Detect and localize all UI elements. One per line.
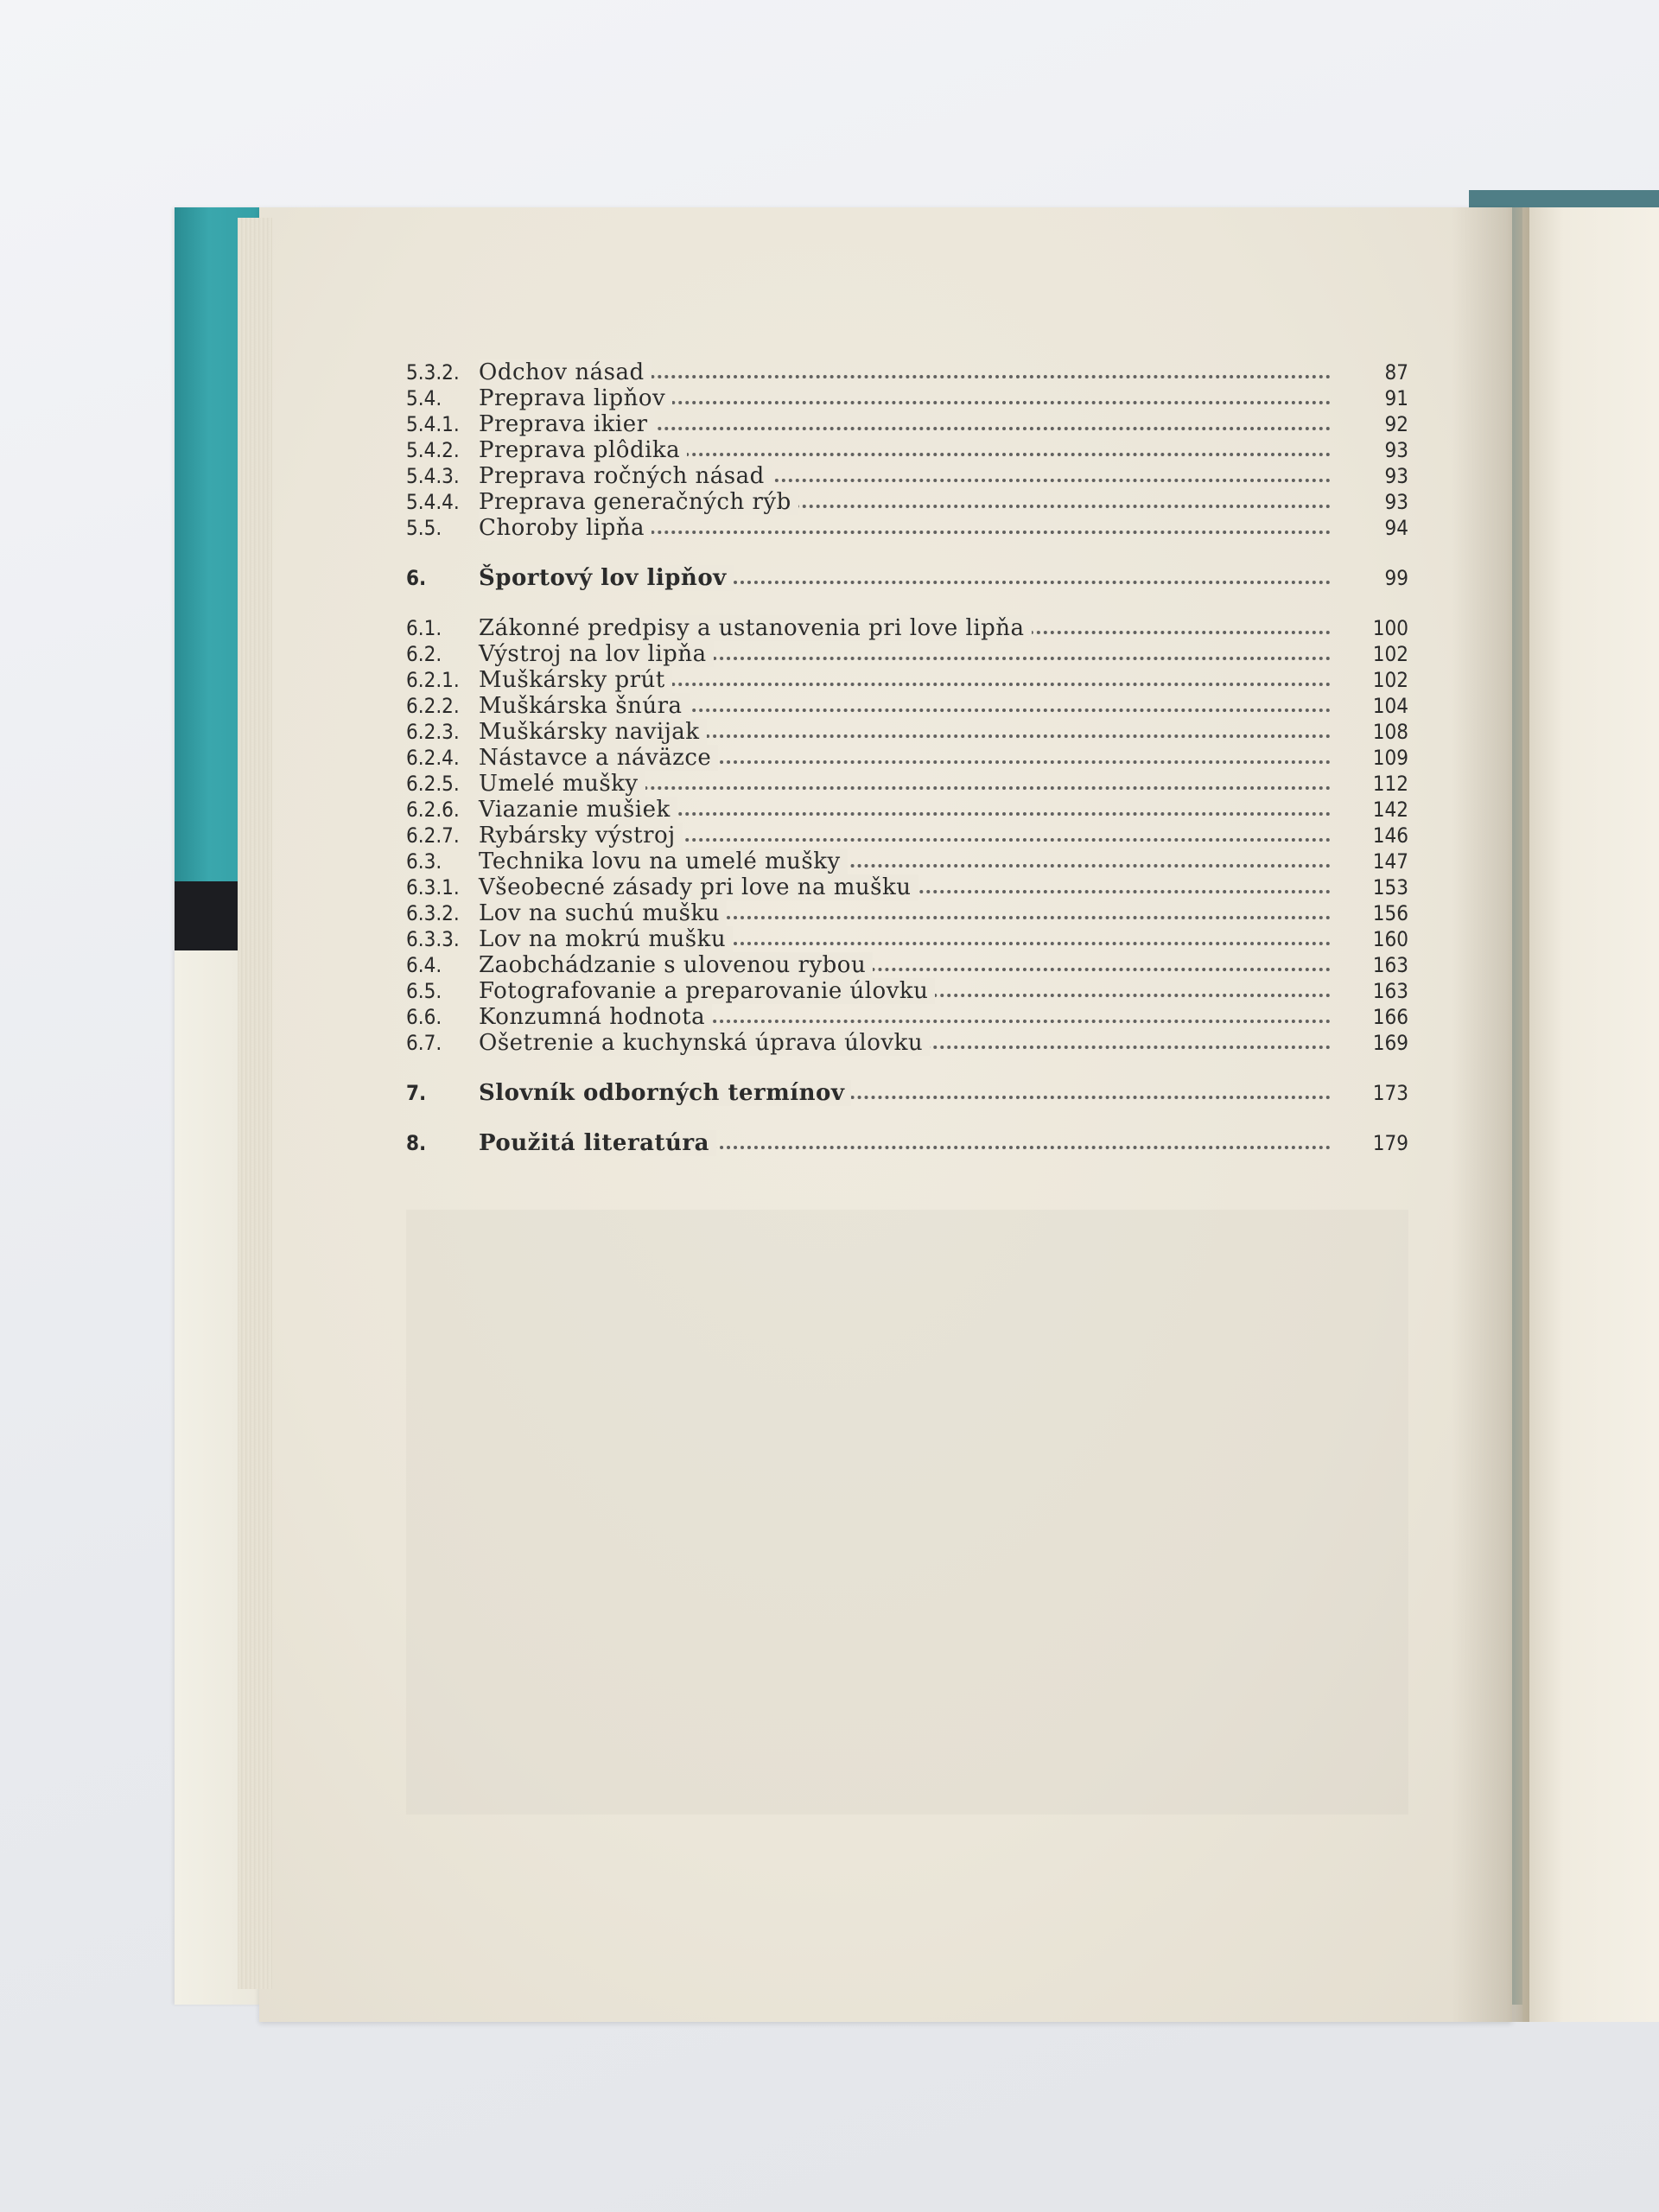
facing-page <box>1522 207 1659 2022</box>
section-number: 5.4.4. <box>406 490 460 514</box>
section-number: 5.3.2. <box>406 360 460 385</box>
section-title: Výstroj na lov lipňa <box>479 641 714 667</box>
toc-entry <box>406 900 1408 926</box>
section-title: Viazanie mušiek <box>479 797 677 823</box>
page-gutter <box>1452 207 1529 2022</box>
toc-entry <box>406 719 1408 745</box>
section-title: Choroby lipňa <box>479 515 652 541</box>
section-number: 6.2.6. <box>406 798 460 822</box>
section-title: Nástavce a náväzce <box>479 745 718 771</box>
section-title: Všeobecné zásady pri love na mušku <box>479 874 918 900</box>
page-number: 100 <box>1372 616 1408 640</box>
page-block-edge <box>238 218 272 1989</box>
toc-chapter <box>406 1080 1408 1106</box>
chapter-title: Slovník odborných termínov <box>479 1080 851 1106</box>
section-number: 5.5. <box>406 516 442 540</box>
toc-chapter <box>406 1130 1408 1156</box>
page-number: 146 <box>1372 823 1408 848</box>
toc-entry <box>406 489 1408 515</box>
section-title: Umelé mušky <box>479 771 645 797</box>
section-title: Preprava lipňov <box>479 385 672 411</box>
section-title: Muškárska šnúra <box>479 693 690 719</box>
page-number: 112 <box>1372 772 1408 796</box>
toc-entry <box>406 1004 1408 1030</box>
page-number: 91 <box>1384 386 1408 410</box>
section-number: 6.4. <box>406 953 442 977</box>
page-number: 92 <box>1384 412 1408 436</box>
page-number: 102 <box>1372 668 1408 692</box>
section-number: 6.2.1. <box>406 668 460 692</box>
section-title: Preprava generačných rýb <box>479 489 798 515</box>
section-title: Preprava plôdika <box>479 437 687 463</box>
toc-entry <box>406 797 1408 823</box>
section-number: 6.3. <box>406 849 442 874</box>
section-title: Konzumná hodnota <box>479 1004 712 1030</box>
spacer <box>406 1056 1408 1080</box>
spacer <box>406 591 1408 615</box>
page-number: 166 <box>1372 1005 1408 1029</box>
section-number: 6.6. <box>406 1005 442 1029</box>
toc-entry <box>406 385 1408 411</box>
section-title: Zákonné predpisy a ustanovenia pri love lipňa <box>479 615 1032 641</box>
toc-entry <box>406 359 1408 385</box>
chapter-number: 8. <box>406 1131 427 1155</box>
page-number: 160 <box>1372 927 1408 951</box>
page-number: 93 <box>1384 464 1408 488</box>
toc-entry <box>406 745 1408 771</box>
page-number: 94 <box>1384 516 1408 540</box>
section-number: 5.4.1. <box>406 412 460 436</box>
page-number: 93 <box>1384 490 1408 514</box>
page-number: 163 <box>1372 953 1408 977</box>
toc-entry <box>406 849 1408 874</box>
section-number: 6.3.2. <box>406 901 460 925</box>
section-title: Technika lovu na umelé mušky <box>479 849 848 874</box>
spacer <box>406 541 1408 565</box>
section-number: 6.7. <box>406 1031 442 1055</box>
page-number: 99 <box>1384 566 1408 590</box>
section-title: Odchov násad <box>479 359 652 385</box>
section-number: 5.4. <box>406 386 442 410</box>
page-number: 104 <box>1372 694 1408 718</box>
toc-entry <box>406 1030 1408 1056</box>
section-title: Fotografovanie a preparovanie úlovku <box>479 978 935 1004</box>
page-number: 156 <box>1372 901 1408 925</box>
table-of-contents <box>406 359 1408 1156</box>
toc-entry <box>406 978 1408 1004</box>
page-number: 102 <box>1372 642 1408 666</box>
section-title: Ošetrenie a kuchynská úprava úlovku <box>479 1030 930 1056</box>
toc-entry <box>406 926 1408 952</box>
page-number: 87 <box>1384 360 1408 385</box>
section-number: 5.4.3. <box>406 464 460 488</box>
toc-entry <box>406 641 1408 667</box>
section-number: 6.3.1. <box>406 875 460 899</box>
toc-entry <box>406 771 1408 797</box>
show-through <box>406 1210 1408 1815</box>
page-number: 163 <box>1372 979 1408 1003</box>
page-number: 169 <box>1372 1031 1408 1055</box>
section-number: 6.2.3. <box>406 720 460 744</box>
section-title: Preprava ročných násad <box>479 463 772 489</box>
section-number: 6.2.2. <box>406 694 460 718</box>
section-title: Lov na mokrú mušku <box>479 926 733 952</box>
section-title: Lov na suchú mušku <box>479 900 727 926</box>
toc-entry <box>406 615 1408 641</box>
section-title: Zaobchádzanie s ulovenou rybou <box>479 952 873 978</box>
section-number: 6.5. <box>406 979 442 1003</box>
section-title: Muškársky navijak <box>479 719 707 745</box>
section-number: 6.3.3. <box>406 927 460 951</box>
section-title: Muškársky prút <box>479 667 672 693</box>
toc-entry <box>406 463 1408 489</box>
toc-entry <box>406 515 1408 541</box>
toc-chapter <box>406 565 1408 591</box>
page-number: 147 <box>1372 849 1408 874</box>
toc-entry <box>406 952 1408 978</box>
section-title: Rybársky výstroj <box>479 823 683 849</box>
section-number: 6.2. <box>406 642 442 666</box>
section-number: 5.4.2. <box>406 438 460 462</box>
spacer <box>406 1106 1408 1130</box>
chapter-title: Športový lov lipňov <box>479 565 734 591</box>
page-number: 109 <box>1372 746 1408 770</box>
page-number: 153 <box>1372 875 1408 899</box>
toc-entry <box>406 874 1408 900</box>
chapter-number: 7. <box>406 1081 427 1105</box>
section-number: 6.2.4. <box>406 746 460 770</box>
page-number: 108 <box>1372 720 1408 744</box>
page-number: 179 <box>1372 1131 1408 1155</box>
page-number: 93 <box>1384 438 1408 462</box>
page-number: 142 <box>1372 798 1408 822</box>
section-title: Preprava ikier <box>479 411 655 437</box>
toc-entry <box>406 823 1408 849</box>
section-number: 6.2.5. <box>406 772 460 796</box>
toc-entry <box>406 693 1408 719</box>
chapter-title: Použitá literatúra <box>479 1130 716 1156</box>
section-number: 6.2.7. <box>406 823 460 848</box>
section-number: 6.1. <box>406 616 442 640</box>
page-number: 173 <box>1372 1081 1408 1105</box>
toc-entry <box>406 411 1408 437</box>
toc-entry <box>406 437 1408 463</box>
toc-entry <box>406 667 1408 693</box>
chapter-number: 6. <box>406 566 427 590</box>
